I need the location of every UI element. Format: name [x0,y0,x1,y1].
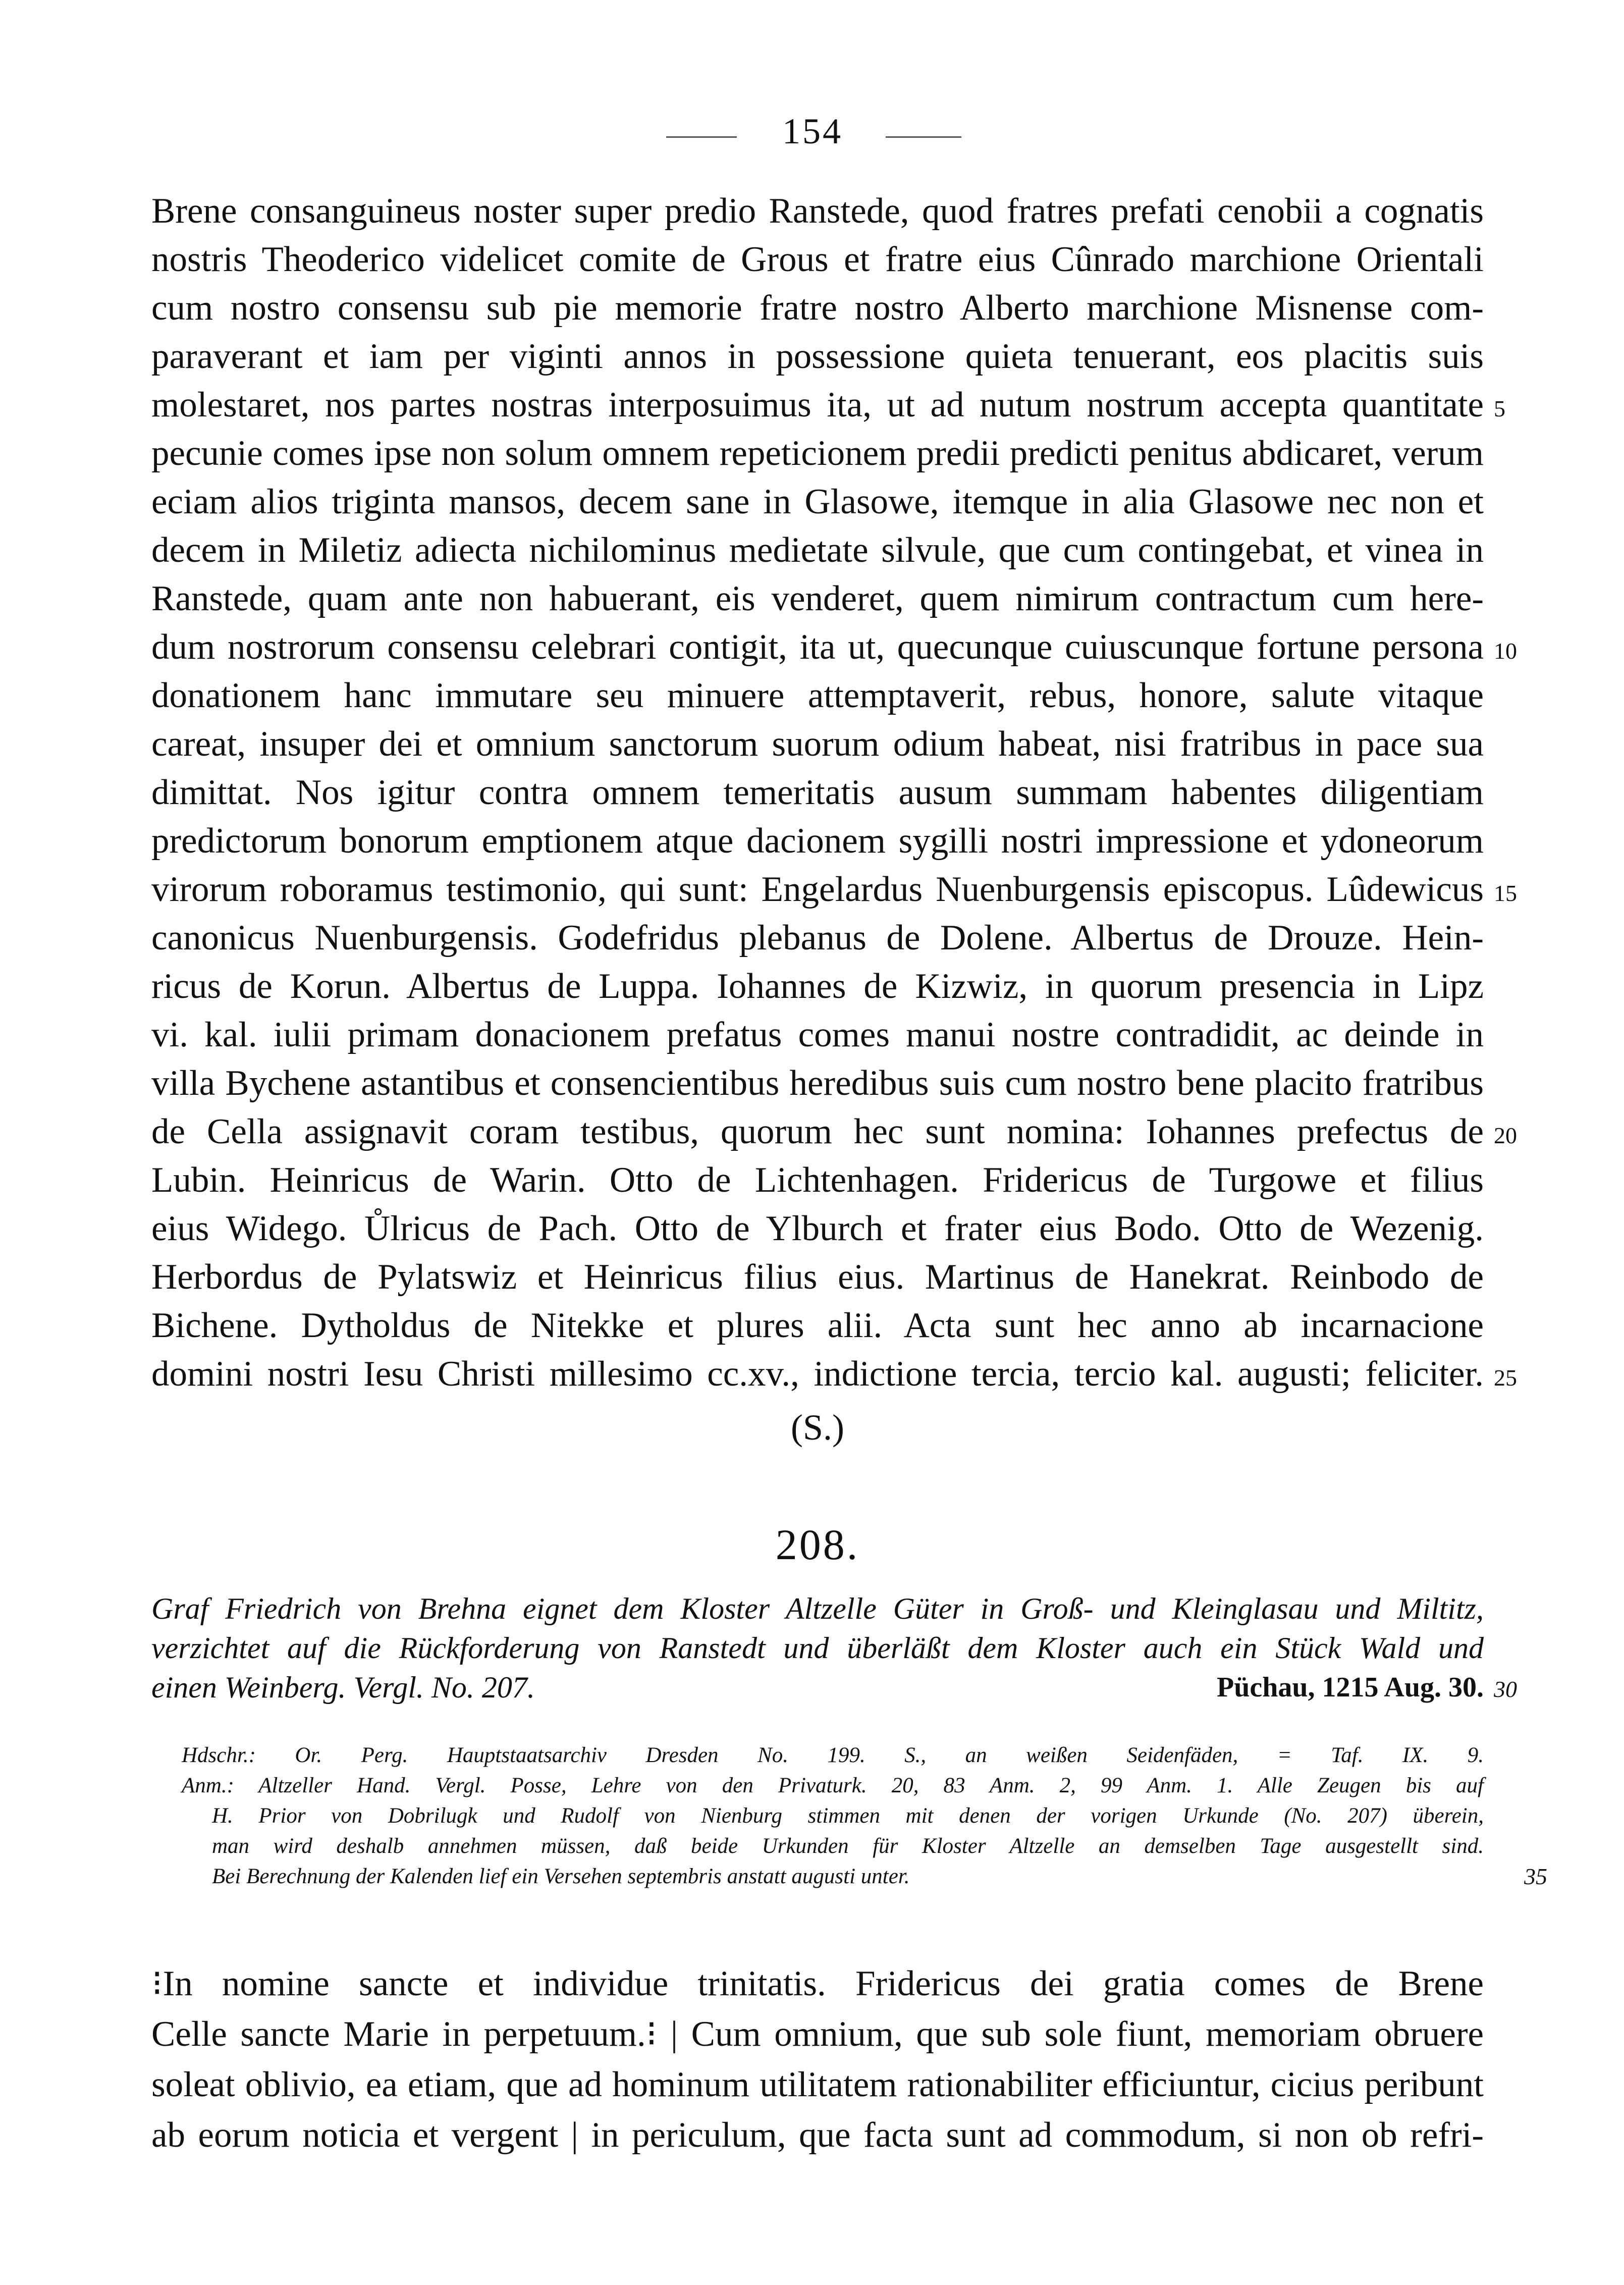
page-header [0,101,1624,162]
header-rule-right [886,136,961,138]
text-line: eciam alios triginta mansos, decem sane in Glasowe, itemque in alia Glasowe nec non et [151,482,1484,521]
line-number: 10 [1494,638,1517,664]
text-line: molestaret, nos partes nostras interposuimus ita, ut ad nutum nostrum accepta quantitate 5 [151,381,1484,429]
text-line: virorum roboramus testimonio, qui sunt: Engelardus Nuenburgensis episcopus. Lûdewicus 15 [151,865,1484,914]
text-line: Celle sancte Marie in perpetuum.⁝ | Cum omnium, que sub sole fiunt, memoriam obruere [151,2014,1484,2054]
text-line: decem in Miletiz adiecta nichilominus medietate silvule, que cum contingebat, et vinea in [151,530,1484,570]
text-line: Lubin. Heinricus de Warin. Otto de Lichtenhagen. Fridericus de Turgowe et filius [151,1160,1484,1200]
text-line: nostris Theoderico videlicet comite de Grous et fratre eius Cûnrado marchione Orientali [151,240,1484,279]
text-line: vi. kal. iulii primam donacionem prefatus comes manui nostre contradidit, ac deinde in [151,1015,1484,1054]
text-line: predictorum bonorum emptionem atque dacionem sygilli nostri impressione et ydoneorum [151,821,1484,861]
editorial-notes [182,1740,1547,1892]
text-line: Brene consanguineus noster super predio Ranstede, quod fratres prefati cenobii a cognatis [151,191,1484,231]
note-line: Bei Berechnung der Kalenden lief ein Versehen septembris anstatt augusti unter. 35 [212,1862,1484,1892]
text-line: careat, insuper dei et omnium sanctorum suorum odium habeat, nisi fratribus in pace sua [151,724,1484,764]
text-line: cum nostro consensu sub pie memorie fratre nostro Alberto marchione Misnense com- [151,288,1484,328]
text-line: Bichene. Dytholdus de Nitekke et plures alii. Acta sunt hec anno ab incarnacione [151,1306,1484,1345]
document-number: 208. [775,1520,860,1569]
line-number: 25 [1494,1365,1517,1391]
text-line: eius Widego. Ůlricus de Pach. Otto de Ylburch et frater eius Bodo. Otto de Wezenig. [151,1209,1484,1248]
line-number: 15 [1494,880,1517,906]
line-number: 35 [1524,1864,1547,1889]
text-line: domini nostri Iesu Christi millesimo cc.xv., indictione tercia, tercio kal. augusti; feliciter. 25 [151,1350,1484,1398]
text-line: donationem hanc immutare seu minuere attemptaverit, rebus, honore, salute vitaque [151,676,1484,715]
text-line: Herbordus de Pylatswiz et Heinricus filius eius. Martinus de Hanekrat. Reinbodo de [151,1257,1484,1297]
text-line: canonicus Nuenburgensis. Godefridus plebanus de Dolene. Albertus de Drouze. Hein- [151,918,1484,958]
seal-mark: (S.) [791,1407,844,1448]
text-line: pecunie comes ipse non solum omnem repeticionem predii predicti penitus abdicaret, verum [151,434,1484,473]
regest-line: einen Weinberg. Vergl. No. 207. Püchau, 1215 Aug. 30. 30 [151,1668,1484,1707]
text-line: soleat oblivio, ea etiam, que ad hominum utilitatem rationabiliter efficiuntur, cicius peribunt [151,2065,1484,2104]
main-text-body [151,187,1517,1398]
line-number: 30 [1494,1676,1517,1702]
note-line: Anm.: Altzeller Hand. Vergl. Posse, Lehre von den Privaturk. 20, 83 Anm. 2, 99 Anm. 1. Alle Zeugen bis auf [182,1774,1484,1797]
regest-summary [151,1589,1517,1707]
place-date: Püchau, 1215 Aug. 30. [1217,1672,1484,1703]
text-line: ab eorum noticia et vergent | in periculum, que facta sunt ad commodum, si non ob refri- [151,2115,1484,2155]
text-line: Ranstede, quam ante non habuerant, eis venderet, quem nimirum contractum cum here- [151,579,1484,618]
text-line: dum nostrorum consensu celebrari contigit, ita ut, quecunque cuiuscunque fortune persona 10 [151,623,1484,671]
text-line: ricus de Korun. Albertus de Luppa. Iohannes de Kizwiz, in quorum presencia in Lipz [151,967,1484,1006]
text-line: villa Bychene astantibus et consencientibus heredibus suis cum nostro bene placito fratribus [151,1064,1484,1103]
note-line: man wird deshalb annehmen müssen, daß beide Urkunden für Kloster Altzelle an demselben Tage ausgestellt sind. [212,1834,1484,1858]
note-line: Hdschr.: Or. Perg. Hauptstaatsarchiv Dresden No. 199. S., an weißen Seidenfäden, = Taf. IX. 9. [182,1743,1484,1767]
note-line: H. Prior von Dobrilugk und Rudolf von Nienburg stimmen mit denen der vorigen Urkunde (No. 207) überein, [212,1804,1484,1828]
text-line: dimittat. Nos igitur contra omnem temeritatis ausum summam habentes diligentiam [151,773,1484,812]
header-rule-left [666,136,737,138]
text-line: de Cella assignavit coram testibus, quorum hec sunt nomina: Iohannes prefectus de 20 [151,1107,1484,1156]
text-line: ⁝In nomine sancte et individue trinitatis. Fridericus dei gratia comes de Brene [151,1964,1484,2003]
line-number: 20 [1494,1123,1517,1148]
regest-line: Graf Friedrich von Brehna eignet dem Kloster Altzelle Güter in Groß- und Kleinglasau und Miltitz, [151,1592,1484,1625]
charter-opening [151,1958,1484,2160]
regest-line: verzichtet auf die Rückforderung von Ranstedt und überläßt dem Kloster auch ein Stück Wald und [151,1631,1484,1665]
text-line: paraverant et iam per viginti annos in possessione quieta tenuerant, eos placitis suis [151,337,1484,376]
line-number: 5 [1494,396,1505,421]
page-number: 154 [782,111,843,151]
